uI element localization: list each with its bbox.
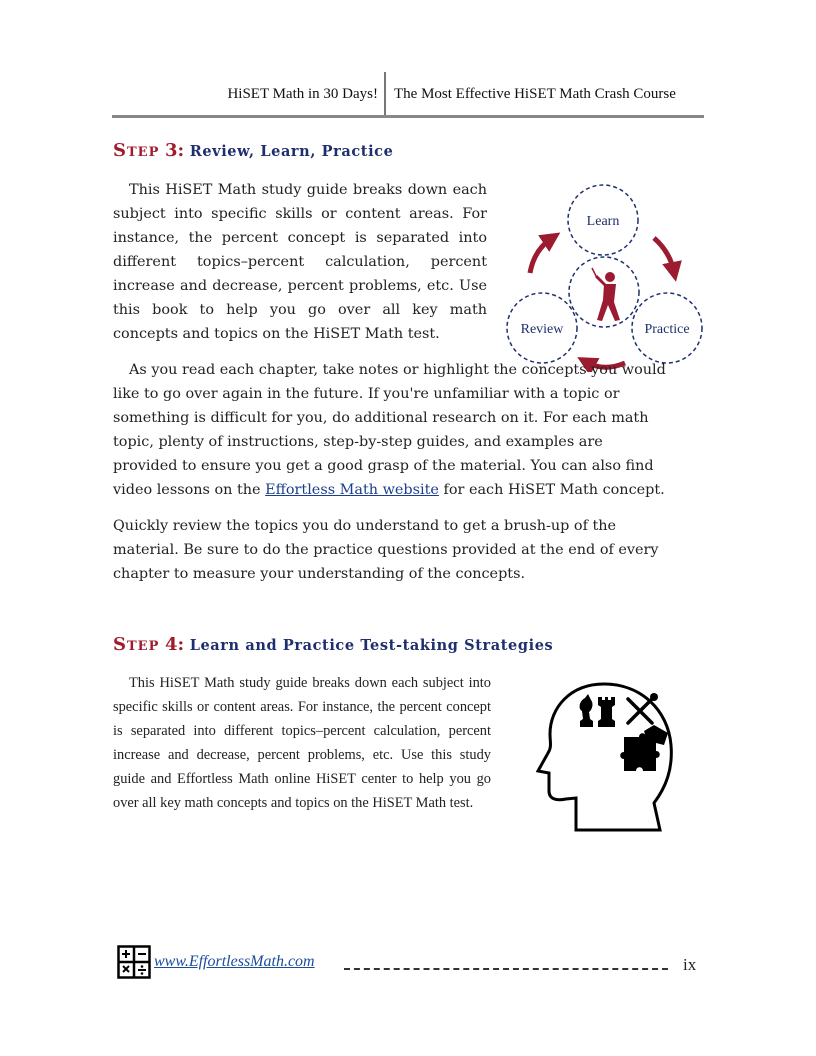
step3-paragraph-3: Quickly review the topics you do understand to get a brush-up of the material. Be sure to do the practice questions provided at the end of every chapter to measure your understanding of the concepts. [113, 518, 659, 582]
footer-website-link[interactable]: www.EffortlessMath.com [154, 953, 315, 970]
golfer-icon [592, 268, 620, 321]
review-label: Review [520, 322, 564, 337]
page-number: ix [683, 955, 697, 974]
header-rule [112, 115, 704, 118]
step3-heading [113, 140, 393, 161]
effortless-math-website-link[interactable]: Effortless Math website [265, 482, 439, 498]
step3-label: Step [113, 140, 160, 161]
review-learn-practice-cycle [500, 180, 712, 372]
arrow-learn-to-practice [654, 238, 674, 272]
footer-dotted-leader [344, 968, 668, 970]
math-operators-icon [117, 945, 151, 979]
step3-title: Review, Learn, Practice [189, 143, 394, 160]
step4-title: Learn and Practice Test-taking Strategies [189, 637, 554, 654]
step3-number: 3: [164, 140, 185, 161]
step3-paragraph-1: This HiSET Math study guide breaks down each subject into specific skills or content areas. For instance, the percent concept is separated into different topics–percent calculation, percent increase and decrease, percent problems, etc. Use this book to help you go over all key math concepts and topics on the HiSET Math test. [113, 182, 487, 342]
step3-paragraph-2-tail: for each HiSET Math concept. [438, 482, 665, 498]
step3-paragraph-2-text: As you read each chapter, take notes or highlight the concepts you would like to go over again in the future. If you're unfamiliar with a topic or something is difficult for you, do additional research on it. For each math topic, plenty of instructions, step-by-step guides, and examples are provided to ensure you get a good grasp of the material. You can also find video lessons on the [113, 362, 666, 498]
step3-paragraph-2 [113, 358, 669, 502]
arrow-review-to-learn [530, 238, 552, 273]
head-strategy-icon [536, 681, 676, 833]
step4-label: Step [113, 634, 160, 655]
header-book-title: HiSET Math in 30 Days! [227, 86, 378, 102]
header-divider [384, 72, 386, 116]
practice-label: Practice [644, 322, 690, 337]
step4-number: 4: [164, 634, 185, 655]
step4-paragraph-1: This HiSET Math study guide breaks down each subject into specific skills or content areas. For instance, the percent concept is separated into different topics–percent calculation, percent increase and decrease, percent problems, etc. Use this study guide and Effortless Math online HiSET center to help you go over all key math concepts and topics on the HiSET Math test. [113, 675, 491, 811]
header-subtitle: The Most Effective HiSET Math Crash Course [394, 86, 676, 102]
learn-label: Learn [586, 214, 620, 229]
step4-heading [113, 634, 553, 655]
